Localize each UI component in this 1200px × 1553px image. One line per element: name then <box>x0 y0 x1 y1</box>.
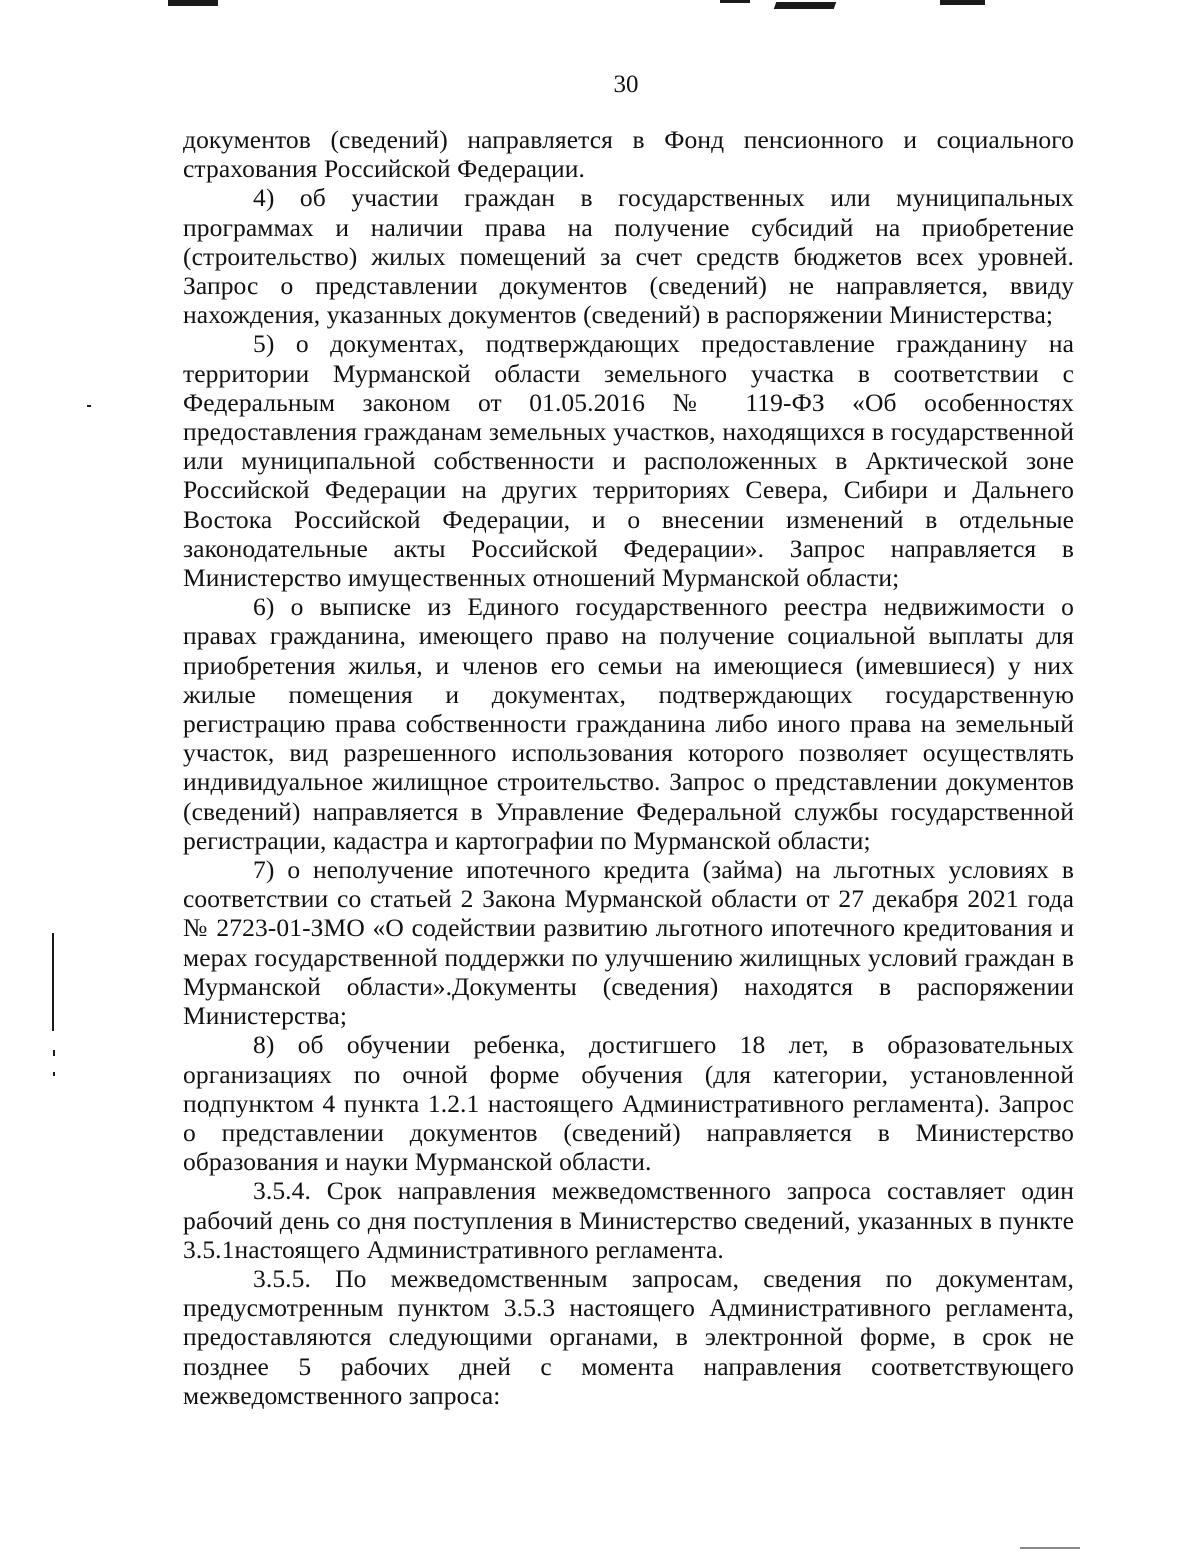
body-text <box>183 125 1074 1410</box>
scan-artifact <box>87 405 91 407</box>
scan-artifact <box>774 2 837 9</box>
margin-line-artifact <box>52 933 54 1031</box>
paragraph: 3.5.4. Срок направления межведомственного запроса составляет один рабочий день со дня поступления в Министерство сведений, указанных в пункте 3.5.1настоящего Административного регламента. <box>183 1176 1074 1264</box>
paragraph: 8) об обучении ребенка, достигшего 18 лет, в образовательных организациях по очной форме обучения (для категории, установленной подпунктом 4 пункта 1.2.1 настоящего Административного регламента). Запрос о представлении документов (сведений) направляется в Министерство образования и науки Мурманской области. <box>183 1030 1074 1177</box>
scan-artifact <box>53 1050 55 1056</box>
scan-artifact <box>53 1072 55 1076</box>
scan-artifact <box>940 0 985 5</box>
scan-artifact <box>1020 1547 1080 1549</box>
paragraph: 6) о выписке из Единого государственного реестра недвижимости о правах гражданина, имеющего право на получение социальной выплаты для приобретения жилья, и членов его семьи на имеющиеся (имевшиеся) у них жилые помещения и документах, подтверждающих государственную регистрацию права собственности гражданина либо иного права на земельный участок, вид разрешенного использования которого позволяет осуществлять индивидуальное жилищное строительство. Запрос о представлении документов (сведений) направляется в Управление Федеральной службы государственной регистрации, кадастра и картографии по Мурманской области; <box>183 592 1074 855</box>
paragraph: 3.5.5. По межведомственным запросам, сведения по документам, предусмотренным пунктом 3.5.3 настоящего Административного регламента, предоставляются следующими органами, в электронной форме, в срок не позднее 5 рабочих дней с момента направления соответствующего межведомственного запроса: <box>183 1263 1074 1410</box>
scan-artifact <box>720 0 750 3</box>
scan-artifact <box>168 0 218 6</box>
paragraph: документов (сведений) направляется в Фонд пенсионного и социального страхования Российской Федерации. <box>183 125 1074 184</box>
page-number: 30 <box>613 71 639 98</box>
paragraph: 5) о документах, подтверждающих предоставление гражданину на территории Мурманской области земельного участка в соответствии с Федеральным законом от 01.05.2016 № 119-ФЗ «Об особенностях предоставления гражданам земельных участков, находящихся в государственной или муниципальной собственности и расположенных в Арктической зоне Российской Федерации на других территориях Севера, Сибири и Дальнего Востока Российской Федерации, и о внесении изменений в отдельные законодательные акты Российской Федерации». Запрос направляется в Министерство имущественных отношений Мурманской области; <box>183 329 1074 593</box>
paragraph: 7) о неполучение ипотечного кредита (займа) на льготных условиях в соответствии со статьей 2 Закона Мурманской области от 27 декабря 2021 года № 2723-01-ЗМО «О содействии развитию льготного ипотечного кредитования и мерах государственной поддержки по улучшению жилищных условий граждан в Мурманской области».Документы (сведения) находятся в распоряжении Министерства; <box>183 855 1074 1031</box>
paragraph: 4) об участии граждан в государственных или муниципальных программах и наличии права на получение субсидий на приобретение (строительство) жилых помещений за счет средств бюджетов всех уровней. Запрос о представлении документов (сведений) не направляется, ввиду нахождения, указанных документов (сведений) в распоряжении Министерства; <box>183 183 1074 330</box>
